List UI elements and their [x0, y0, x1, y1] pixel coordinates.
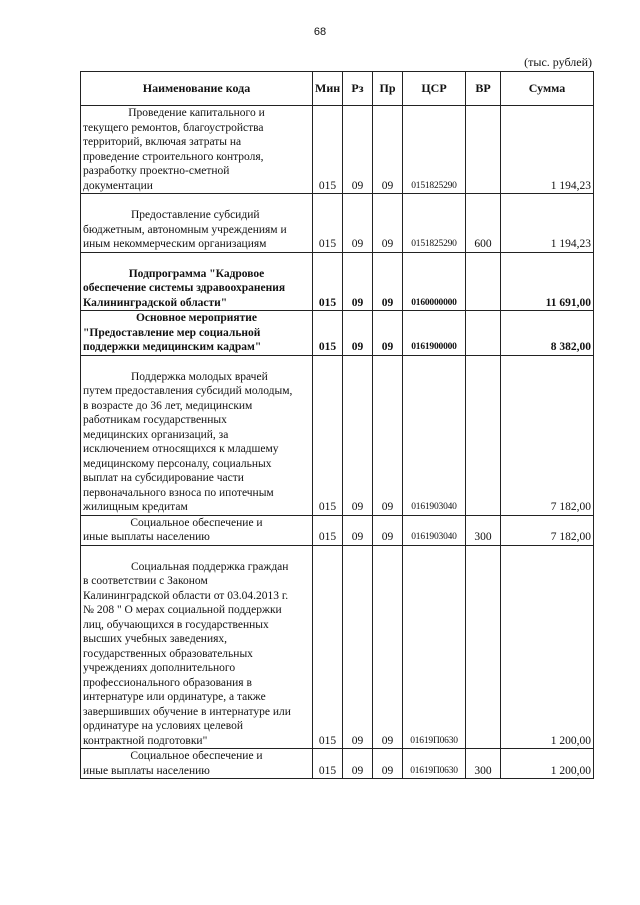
row-csr: 0160000000 — [403, 252, 466, 311]
row-vr: 600 — [466, 194, 501, 253]
row-pr: 09 — [373, 252, 403, 311]
row-name: Поддержка молодых врачей путем предоставления субсидий молодым, в возрасте до 36 лет, медицинским работникам государственных медицинских организаций, за исключением относящихся к младшему медицинскому персоналу, социальных выплат на субсидирование части первоначального взноса по ипотечным жилищным кредитам — [81, 355, 313, 515]
row-rz: 09 — [343, 749, 373, 779]
row-pr: 09 — [373, 545, 403, 749]
row-vr — [466, 106, 501, 194]
row-min: 015 — [313, 355, 343, 515]
row-pr: 09 — [373, 355, 403, 515]
row-min: 015 — [313, 252, 343, 311]
row-rz: 09 — [343, 311, 373, 356]
row-name: Социальная поддержка граждан в соответствии с Законом Калининградской области от 03.04.2013 г. № 208 " О мерах социальной поддержки лиц, обучающихся в государственных высших учебных заведениях, государственных образовательных учреждениях дополнительного профессионального образования в интернатуре или ординатуре, а также завершивших обучение в интернатуре или ординатуре на условиях целевой контрактной подготовки" — [81, 545, 313, 749]
table-row — [81, 252, 594, 311]
row-rz: 09 — [343, 252, 373, 311]
row-csr: 01619П0630 — [403, 545, 466, 749]
table-header-row — [81, 72, 594, 106]
row-sum: 8 382,00 — [501, 311, 594, 356]
row-name: Основное мероприятие "Предоставление мер социальной поддержки медицинским кадрам" — [81, 311, 313, 356]
row-csr: 0151825290 — [403, 194, 466, 253]
row-name: Подпрограмма "Кадровое обеспечение системы здравоохранения Калининградской области" — [81, 252, 313, 311]
row-pr: 09 — [373, 311, 403, 356]
row-vr: 300 — [466, 515, 501, 545]
row-min: 015 — [313, 515, 343, 545]
units-label: (тыс. рублей) — [524, 55, 592, 69]
row-rz: 09 — [343, 355, 373, 515]
row-min: 015 — [313, 194, 343, 253]
col-header-vr: ВР — [466, 72, 501, 106]
row-rz: 09 — [343, 106, 373, 194]
row-name: Предоставление субсидий бюджетным, автономным учреждениям и иным некоммерческим организациям — [81, 194, 313, 253]
col-header-name: Наименование кода — [81, 72, 313, 106]
col-header-pr: Пр — [373, 72, 403, 106]
row-sum: 7 182,00 — [501, 515, 594, 545]
row-vr — [466, 311, 501, 356]
row-vr — [466, 252, 501, 311]
row-min: 015 — [313, 749, 343, 779]
row-vr — [466, 545, 501, 749]
row-sum: 7 182,00 — [501, 355, 594, 515]
table-row — [81, 355, 594, 515]
row-name: Социальное обеспечение и иные выплаты населению — [81, 749, 313, 779]
row-rz: 09 — [343, 515, 373, 545]
table-row — [81, 106, 594, 194]
budget-table — [80, 71, 594, 779]
col-header-sum: Сумма — [501, 72, 594, 106]
table-row — [81, 194, 594, 253]
row-rz: 09 — [343, 194, 373, 253]
page-number: 68 — [313, 26, 327, 38]
table-row — [81, 311, 594, 356]
row-min: 015 — [313, 106, 343, 194]
row-sum: 11 691,00 — [501, 252, 594, 311]
row-vr — [466, 355, 501, 515]
row-pr: 09 — [373, 515, 403, 545]
row-rz: 09 — [343, 545, 373, 749]
row-csr: 0161903040 — [403, 355, 466, 515]
table-row — [81, 545, 594, 749]
table-row — [81, 515, 594, 545]
row-csr: 0161903040 — [403, 515, 466, 545]
row-csr: 0151825290 — [403, 106, 466, 194]
row-name: Проведение капитального и текущего ремонтов, благоустройства территорий, включая затраты на проведение строительного контроля, разработку проектно-сметной документации — [81, 106, 313, 194]
col-header-csr: ЦСР — [403, 72, 466, 106]
row-sum: 1 194,23 — [501, 194, 594, 253]
row-min: 015 — [313, 311, 343, 356]
col-header-min: Мин — [313, 72, 343, 106]
col-header-rz: Рз — [343, 72, 373, 106]
table-row — [81, 749, 594, 779]
row-sum: 1 194,23 — [501, 106, 594, 194]
row-sum: 1 200,00 — [501, 749, 594, 779]
row-vr: 300 — [466, 749, 501, 779]
row-pr: 09 — [373, 106, 403, 194]
row-csr: 01619П0630 — [403, 749, 466, 779]
row-min: 015 — [313, 545, 343, 749]
row-pr: 09 — [373, 749, 403, 779]
row-csr: 0161900000 — [403, 311, 466, 356]
row-name: Социальное обеспечение и иные выплаты населению — [81, 515, 313, 545]
row-sum: 1 200,00 — [501, 545, 594, 749]
row-pr: 09 — [373, 194, 403, 253]
